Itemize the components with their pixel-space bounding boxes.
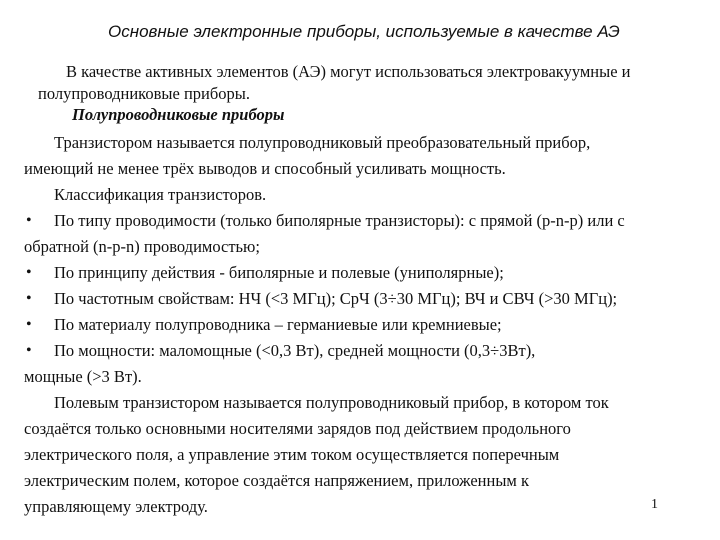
text-line-4: Транзистором называется полупроводниковый преобразовательный прибор, — [54, 133, 591, 152]
text-line-9: По принципу действия - биполярные и полевые (униполярные); — [54, 263, 504, 282]
text-line-5: имеющий не менее трёх выводов и способный усиливать мощность. — [24, 159, 506, 178]
slide-title: Основные электронные приборы, используемые в качестве АЭ — [108, 22, 620, 41]
text-line-14: Полевым транзистором называется полупроводниковый прибор, в котором ток — [54, 393, 609, 412]
text-line-1: В качестве активных элементов (АЭ) могут использоваться электровакуумные и — [66, 62, 631, 81]
bullet-2: • — [26, 264, 32, 281]
text-line-12: По мощности: маломощные (<0,3 Вт), средней мощности (0,3÷3Вт), — [54, 341, 536, 360]
text-line-13: мощные (>3 Вт). — [24, 367, 142, 386]
bullet-1: • — [26, 212, 32, 229]
text-line-8: обратной (n-p-n) проводимостью; — [24, 237, 260, 256]
text-line-2: полупроводниковые приборы. — [38, 84, 250, 103]
bullet-4: • — [26, 316, 32, 333]
text-line-11: По материалу полупроводника – германиевые или кремниевые; — [54, 315, 502, 334]
text-line-6: Классификация транзисторов. — [54, 185, 267, 204]
text-line-7: По типу проводимости (только биполярные транзисторы): с прямой (p-n-p) или с — [54, 211, 625, 230]
section-heading: Полупроводниковые приборы — [72, 105, 285, 124]
text-line-15: создаётся только основными носителями зарядов под действием продольного — [24, 419, 571, 438]
page-number: 1 — [651, 497, 658, 512]
text-line-10: По частотным свойствам: НЧ (<3 МГц); СрЧ (3÷30 МГц); ВЧ и СВЧ (>30 МГц); — [54, 289, 618, 308]
text-line-16: электрического поля, а управление этим током осуществляется поперечным — [24, 445, 560, 464]
bullet-3: • — [26, 290, 32, 307]
bullet-5: • — [26, 342, 32, 359]
text-line-18: управляющему электроду. — [24, 497, 208, 516]
text-line-17: электрическим полем, которое создаётся напряжением, приложенным к — [24, 471, 530, 490]
